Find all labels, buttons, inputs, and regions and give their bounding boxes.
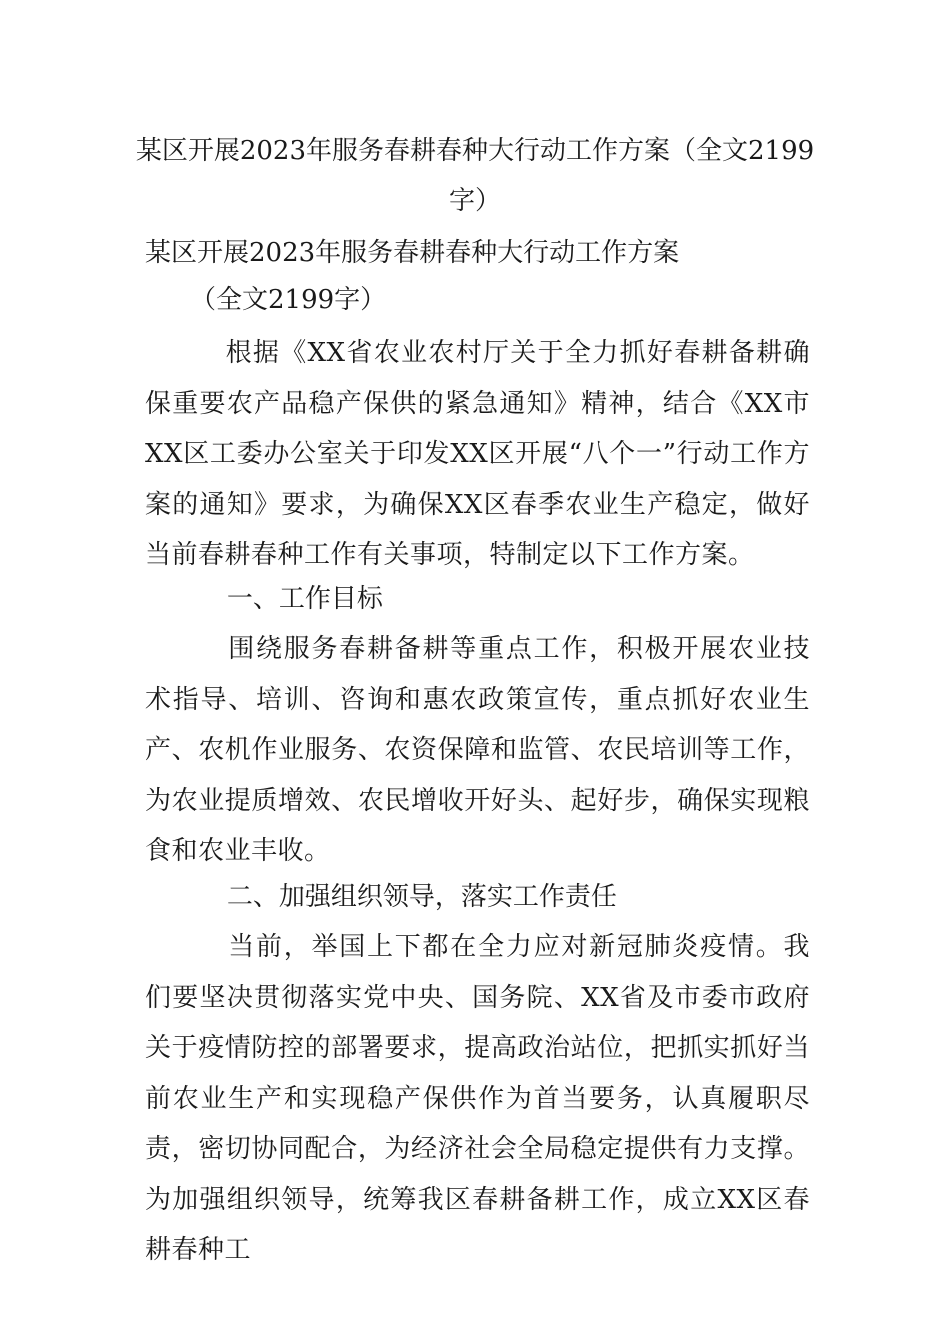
- document-subtitle: 某区开展2023年服务春耕春种大行动工作方案: [145, 238, 680, 268]
- section-body-goals: 围绕服务春耕备耕等重点工作，积极开展农业技术指导、培训、咨询和惠农政策宣传，重点抓好农业生产、农机作业服务、农资保障和监管、农民培训等工作，为农业提质增效、农民增收开好头、起好步，确保实现粮食和农业丰收。: [145, 634, 810, 866]
- intro-paragraph: 根据《XX省农业农村厅关于全力抓好春耕备耕确保重要农产品稳产保供的紧急通知》精神，结合《XX市XX区工委办公室关于印发XX区开展“八个一”行动工作方案的通知》要求，为确保XX区春季农业生产稳定，做好当前春耕春种工作有关事项，特制定以下工作方案。: [145, 338, 810, 570]
- section-heading-leadership: 二、加强组织领导，落实工作责任: [226, 882, 617, 912]
- section-body-leadership: 当前，举国上下都在全力应对新冠肺炎疫情。我们要坚决贯彻落实党中央、国务院、XX省及市委市政府关于疫情防控的部署要求，提高政治站位，把抓实抓好当前农业生产和实现稳产保供作为首当要务，认真履职尽责，密切协同配合，为经济社会全局稳定提供有力支撑。为加强组织领导，统筹我区春耕备耕工作，成立XX区春耕春种工: [145, 932, 810, 1265]
- section-heading-goals: 一、工作目标: [226, 584, 383, 614]
- document-subtitle-note: （全文2199字）: [190, 285, 387, 315]
- document-title: 某区开展2023年服务春耕春种大行动工作方案（全文2199字）: [135, 136, 815, 216]
